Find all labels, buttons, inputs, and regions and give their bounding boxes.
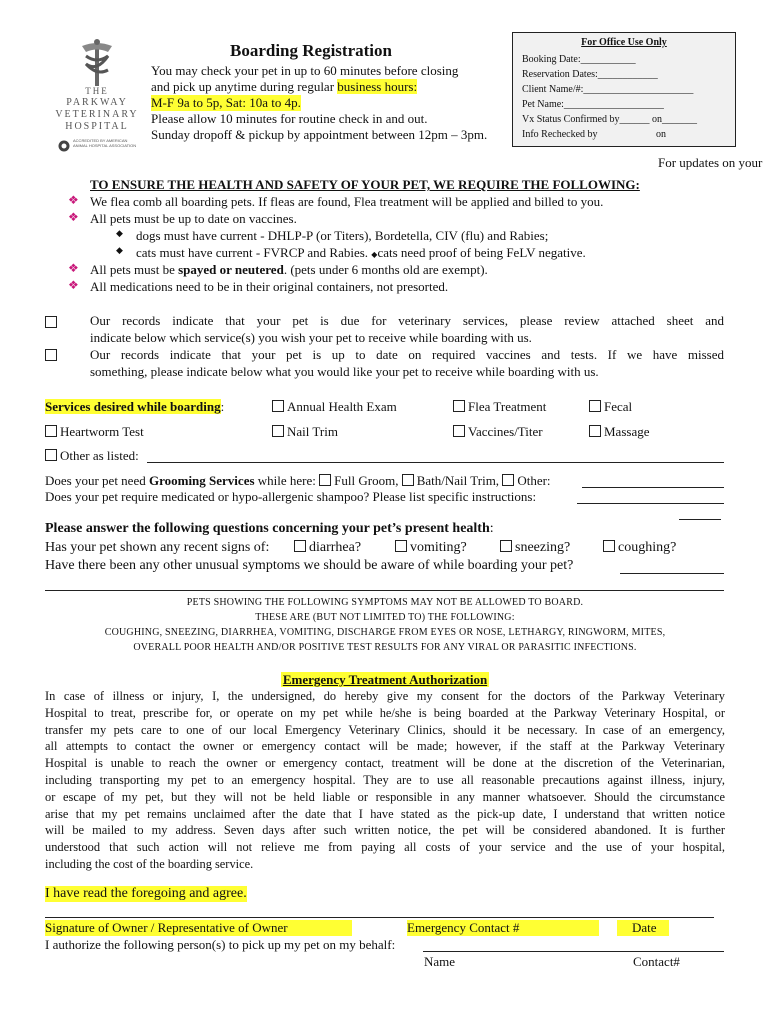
office-use-box xyxy=(512,32,736,147)
header-line-2 xyxy=(151,79,417,95)
grooming-other-label: Other: xyxy=(517,473,551,488)
page-title: Boarding Registration xyxy=(230,41,392,60)
office-field-info-rechecked[interactable]: Info Rechecked by xyxy=(522,129,598,140)
symptom-coughing[interactable] xyxy=(603,540,676,556)
checkbox[interactable] xyxy=(294,540,306,552)
service-vaccines-titer[interactable] xyxy=(453,424,543,440)
full-groom-checkbox[interactable] xyxy=(319,474,331,486)
symptom-sneezing[interactable] xyxy=(500,540,570,556)
emergency-body xyxy=(45,688,725,873)
health-heading-text: Please answer the following questions concerning your pet’s present health xyxy=(45,521,490,536)
grooming-other-checkbox[interactable] xyxy=(502,474,514,486)
full-groom-label: Full Groom, xyxy=(334,473,402,488)
emergency-title-text: Emergency Treatment Authorization xyxy=(282,672,488,687)
warning-line-2: THESE ARE (BUT NOT LIMITED TO) THE FOLLOWING: xyxy=(255,612,515,623)
pickup-contact-label: Contact# xyxy=(633,954,680,969)
service-flea-treatment-label: Flea Treatment xyxy=(468,399,547,414)
office-use-title: For Office Use Only xyxy=(581,37,667,48)
grooming-services-label: Grooming Services xyxy=(148,473,255,488)
service-fecal[interactable] xyxy=(589,399,632,415)
emergency-paragraph-line: Hospital is unable to reach the owner or emergency contact, treatment will be done at the discretion of the Veterinarian, xyxy=(45,756,725,771)
hospital-logo xyxy=(52,38,142,158)
emergency-paragraph-line: In case of illness or injury, I, the undersigned, do hereby give my consent for the doctors of the Parkway Veterinary xyxy=(45,689,725,703)
business-hours-value: M-F 9a to 5p, Sat: 10a to 4p. xyxy=(151,95,301,110)
records-due-line-2: indicate below which service(s) you wish your pet to receive while boarding with us. xyxy=(90,330,532,345)
requirement-dogs: dogs must have current - DHLP-P (or Titers), Bordetella, CIV (flu) and Rabies; xyxy=(136,228,549,243)
emergency-paragraph-line: including transporting my pet to an emergency hospital. They are to use all reasonable precautions against illness, injury, xyxy=(45,772,725,787)
header-line-2-text: and pick up anytime during regular xyxy=(151,79,338,94)
warning-line-3: COUGHING, SNEEZING, DIARRHEA, VOMITING, DISCHARGE FROM EYES OR NOSE, LETHARGY, RINGWORM, MITES, xyxy=(104,627,666,638)
service-massage-label: Massage xyxy=(604,424,650,439)
shampoo-instructions-field-2[interactable] xyxy=(679,519,721,520)
paw-icon: ❖ xyxy=(68,261,79,275)
health-heading xyxy=(45,521,494,537)
records-current-checkbox[interactable] xyxy=(45,349,57,361)
symptom-diarrhea[interactable] xyxy=(294,540,361,556)
other-symptoms-field-2[interactable] xyxy=(45,590,724,591)
service-nail-trim-label: Nail Trim xyxy=(287,424,338,439)
emergency-paragraph-line: Hospital to treat, prescribe for, or operate on my pet while he/she is being boarded at the Parkway Veterinary Hospital, or xyxy=(45,705,725,720)
diamond-bullet-icon: ◆ xyxy=(116,245,123,255)
grooming-text-2: while here: xyxy=(254,473,320,488)
bath-nail-checkbox[interactable] xyxy=(402,474,414,486)
paw-icon: ❖ xyxy=(68,193,79,207)
office-field-client[interactable]: Client Name/#:______________________ xyxy=(522,84,694,95)
business-hours-label: business hours: xyxy=(337,79,418,94)
emergency-paragraph-line: including the cost of the boarding service. xyxy=(45,856,254,871)
office-field-booking[interactable]: Booking Date:___________ xyxy=(522,54,636,65)
emergency-paragraph-line: will be mailed to my address. Seven days after such written notice, the pet will be considered abandoned. It is further xyxy=(45,823,725,838)
requirement-vaccines: All pets must be up to date on vaccines. xyxy=(90,211,297,226)
warning-line-1: PETS SHOWING THE FOLLOWING SYMPTOMS MAY NOT BE ALLOWED TO BOARD. xyxy=(186,597,584,608)
caduceus-logo-icon xyxy=(52,38,142,88)
header-line-1: You may check your pet in up to 60 minutes before closing xyxy=(151,63,459,78)
service-flea-treatment[interactable] xyxy=(453,399,546,415)
checkbox[interactable] xyxy=(500,540,512,552)
symptom-vomiting-label: vomiting? xyxy=(410,540,467,555)
office-field-reservation[interactable]: Reservation Dates:____________ xyxy=(522,69,658,80)
checkbox[interactable] xyxy=(589,400,601,412)
service-heartworm-label: Heartworm Test xyxy=(60,424,144,439)
logo-text-veterinary: VETERINARY xyxy=(55,109,139,120)
requirement-spay-neuter xyxy=(90,262,488,278)
records-current-line-1: Our records indicate that your pet is up to date on required vaccines and tests. If we have missed xyxy=(90,347,724,362)
symptom-coughing-label: coughing? xyxy=(618,540,677,555)
checkbox[interactable] xyxy=(603,540,615,552)
health-heading-colon: : xyxy=(489,521,494,536)
service-vaccines-label: Vaccines/Titer xyxy=(468,424,543,439)
emergency-paragraph-line: all attempts to contact the owner or emergency contact will be made; however, if the staff at the Parkway Veterinary xyxy=(45,739,725,754)
requirement-cats-text: cats must have current - FVRCP and Rabies. xyxy=(136,245,372,260)
agree-statement: I have read the foregoing and agree. xyxy=(45,886,247,901)
service-annual-exam[interactable] xyxy=(272,399,397,415)
logo-text-the: THE xyxy=(85,86,109,96)
warning-line-4: OVERALL POOR HEALTH AND/OR POSITIVE TEST RESULTS FOR ANY VIRAL OR PARASITIC INFECTIONS. xyxy=(133,642,637,653)
service-other-label: Other as listed: xyxy=(60,448,139,463)
office-field-info-on: on xyxy=(656,129,666,140)
diamond-bullet-icon: ◆ xyxy=(371,250,378,259)
shampoo-instructions-field[interactable] xyxy=(577,503,724,504)
bath-nail-label: Bath/Nail Trim, xyxy=(416,473,503,488)
grooming-question xyxy=(45,473,551,489)
aaha-badge xyxy=(58,139,142,153)
service-other[interactable] xyxy=(45,448,139,464)
emergency-paragraph-line: arise that my pet remains unclaimed after the date that I have stated as the pick-up date, I understand that written notice xyxy=(45,806,725,821)
records-current-line-2: something, please indicate below what you would like your pet to receive while boarding with us. xyxy=(90,364,599,379)
checkbox[interactable] xyxy=(589,425,601,437)
other-symptoms-question: Have there been any other unusual symptoms we should be aware of while boarding your pet? xyxy=(45,558,574,573)
logo-text-parkway: PARKWAY xyxy=(66,97,128,108)
logo-text-hospital: HOSPITAL xyxy=(65,121,129,132)
service-fecal-label: Fecal xyxy=(604,399,633,414)
service-nail-trim[interactable] xyxy=(272,424,338,440)
emergency-title xyxy=(0,672,770,688)
aaha-badge-text: ACCREDITED BY AMERICAN ANIMAL HOSPITAL ASSOCIATION xyxy=(73,138,137,148)
paw-icon: ❖ xyxy=(68,278,79,292)
aaha-seal-icon xyxy=(58,140,70,152)
shampoo-question: Does your pet require medicated or hypo-allergenic shampoo? Please list specific instructions: xyxy=(45,489,537,504)
checkbox[interactable] xyxy=(453,425,465,437)
checkbox[interactable] xyxy=(272,400,284,412)
other-symptoms-field[interactable] xyxy=(620,573,724,574)
spayed-neutered-label: spayed or neutered xyxy=(178,262,284,277)
requirement-felv: cats need proof of being FeLV negative. xyxy=(377,245,586,260)
service-massage[interactable] xyxy=(589,424,650,440)
requirement-spay-text: All pets must be xyxy=(90,262,179,277)
signature-date-label: Date xyxy=(617,920,669,936)
checkbox[interactable] xyxy=(45,425,57,437)
services-label xyxy=(45,399,224,415)
service-other-field[interactable] xyxy=(147,462,724,463)
requirement-medications: All medications need to be in their original containers, not presorted. xyxy=(90,279,449,294)
requirement-cats xyxy=(136,245,586,261)
grooming-other-field[interactable] xyxy=(582,487,724,488)
requirement-flea: We flea comb all boarding pets. If fleas are found, Flea treatment will be applied and billed to you. xyxy=(90,194,604,209)
pickup-person-field[interactable] xyxy=(423,951,724,952)
service-annual-exam-label: Annual Health Exam xyxy=(287,399,397,414)
grooming-text-1: Does your pet need xyxy=(45,473,149,488)
records-due-line-1: Our records indicate that your pet is due for veterinary services, please review attached sheet and xyxy=(90,313,724,328)
updates-text: For updates on your xyxy=(658,155,763,170)
signature-contact-label: Emergency Contact # xyxy=(407,920,599,936)
services-label-colon: : xyxy=(220,399,225,414)
checkbox[interactable] xyxy=(272,425,284,437)
signature-field[interactable] xyxy=(45,917,714,918)
office-field-vx-status[interactable]: Vx Status Confirmed by______ on_______ xyxy=(522,114,697,125)
emergency-paragraph-line: transfer my pets care to one of our local Emergency Veterinary Clinics, should it be necessary. In case of an emergency, xyxy=(45,722,725,737)
checkbox[interactable] xyxy=(395,540,407,552)
emergency-paragraph-line: or escape of my pet, but they will not be held liable or responsible in any manner whatsoever. Should the circumstance xyxy=(45,789,725,804)
header-line-4: Please allow 10 minutes for routine check in and out. xyxy=(151,111,428,126)
paw-icon: ❖ xyxy=(68,210,79,224)
signature-owner-label: Signature of Owner / Representative of Owner xyxy=(45,920,352,936)
checkbox[interactable] xyxy=(453,400,465,412)
checkbox[interactable] xyxy=(45,449,57,461)
symptom-sneezing-label: sneezing? xyxy=(515,540,571,555)
symptoms-question: Has your pet shown any recent signs of: xyxy=(45,540,270,555)
header-line-5: Sunday dropoff & pickup by appointment between 12pm – 3pm. xyxy=(151,127,488,142)
requirements-heading: TO ENSURE THE HEALTH AND SAFETY OF YOUR PET, WE REQUIRE THE FOLLOWING: xyxy=(90,177,640,192)
diamond-bullet-icon: ◆ xyxy=(116,228,123,238)
service-heartworm-test[interactable] xyxy=(45,424,144,440)
office-field-pet-name[interactable]: Pet Name:____________________ xyxy=(522,99,664,110)
symptom-diarrhea-label: diarrhea? xyxy=(309,540,362,555)
services-label-text: Services desired while boarding xyxy=(45,399,221,414)
records-due-checkbox[interactable] xyxy=(45,316,57,328)
pickup-authorization: I authorize the following person(s) to pick up my pet on my behalf: xyxy=(45,937,396,952)
pickup-name-label: Name xyxy=(424,954,456,969)
emergency-paragraph-line: understood that such action will not relieve me from paying all costs of your service and the use of your hospital, xyxy=(45,840,725,855)
requirement-exempt-text: . (pets under 6 months old are exempt). xyxy=(283,262,488,277)
symptom-vomiting[interactable] xyxy=(395,540,467,556)
